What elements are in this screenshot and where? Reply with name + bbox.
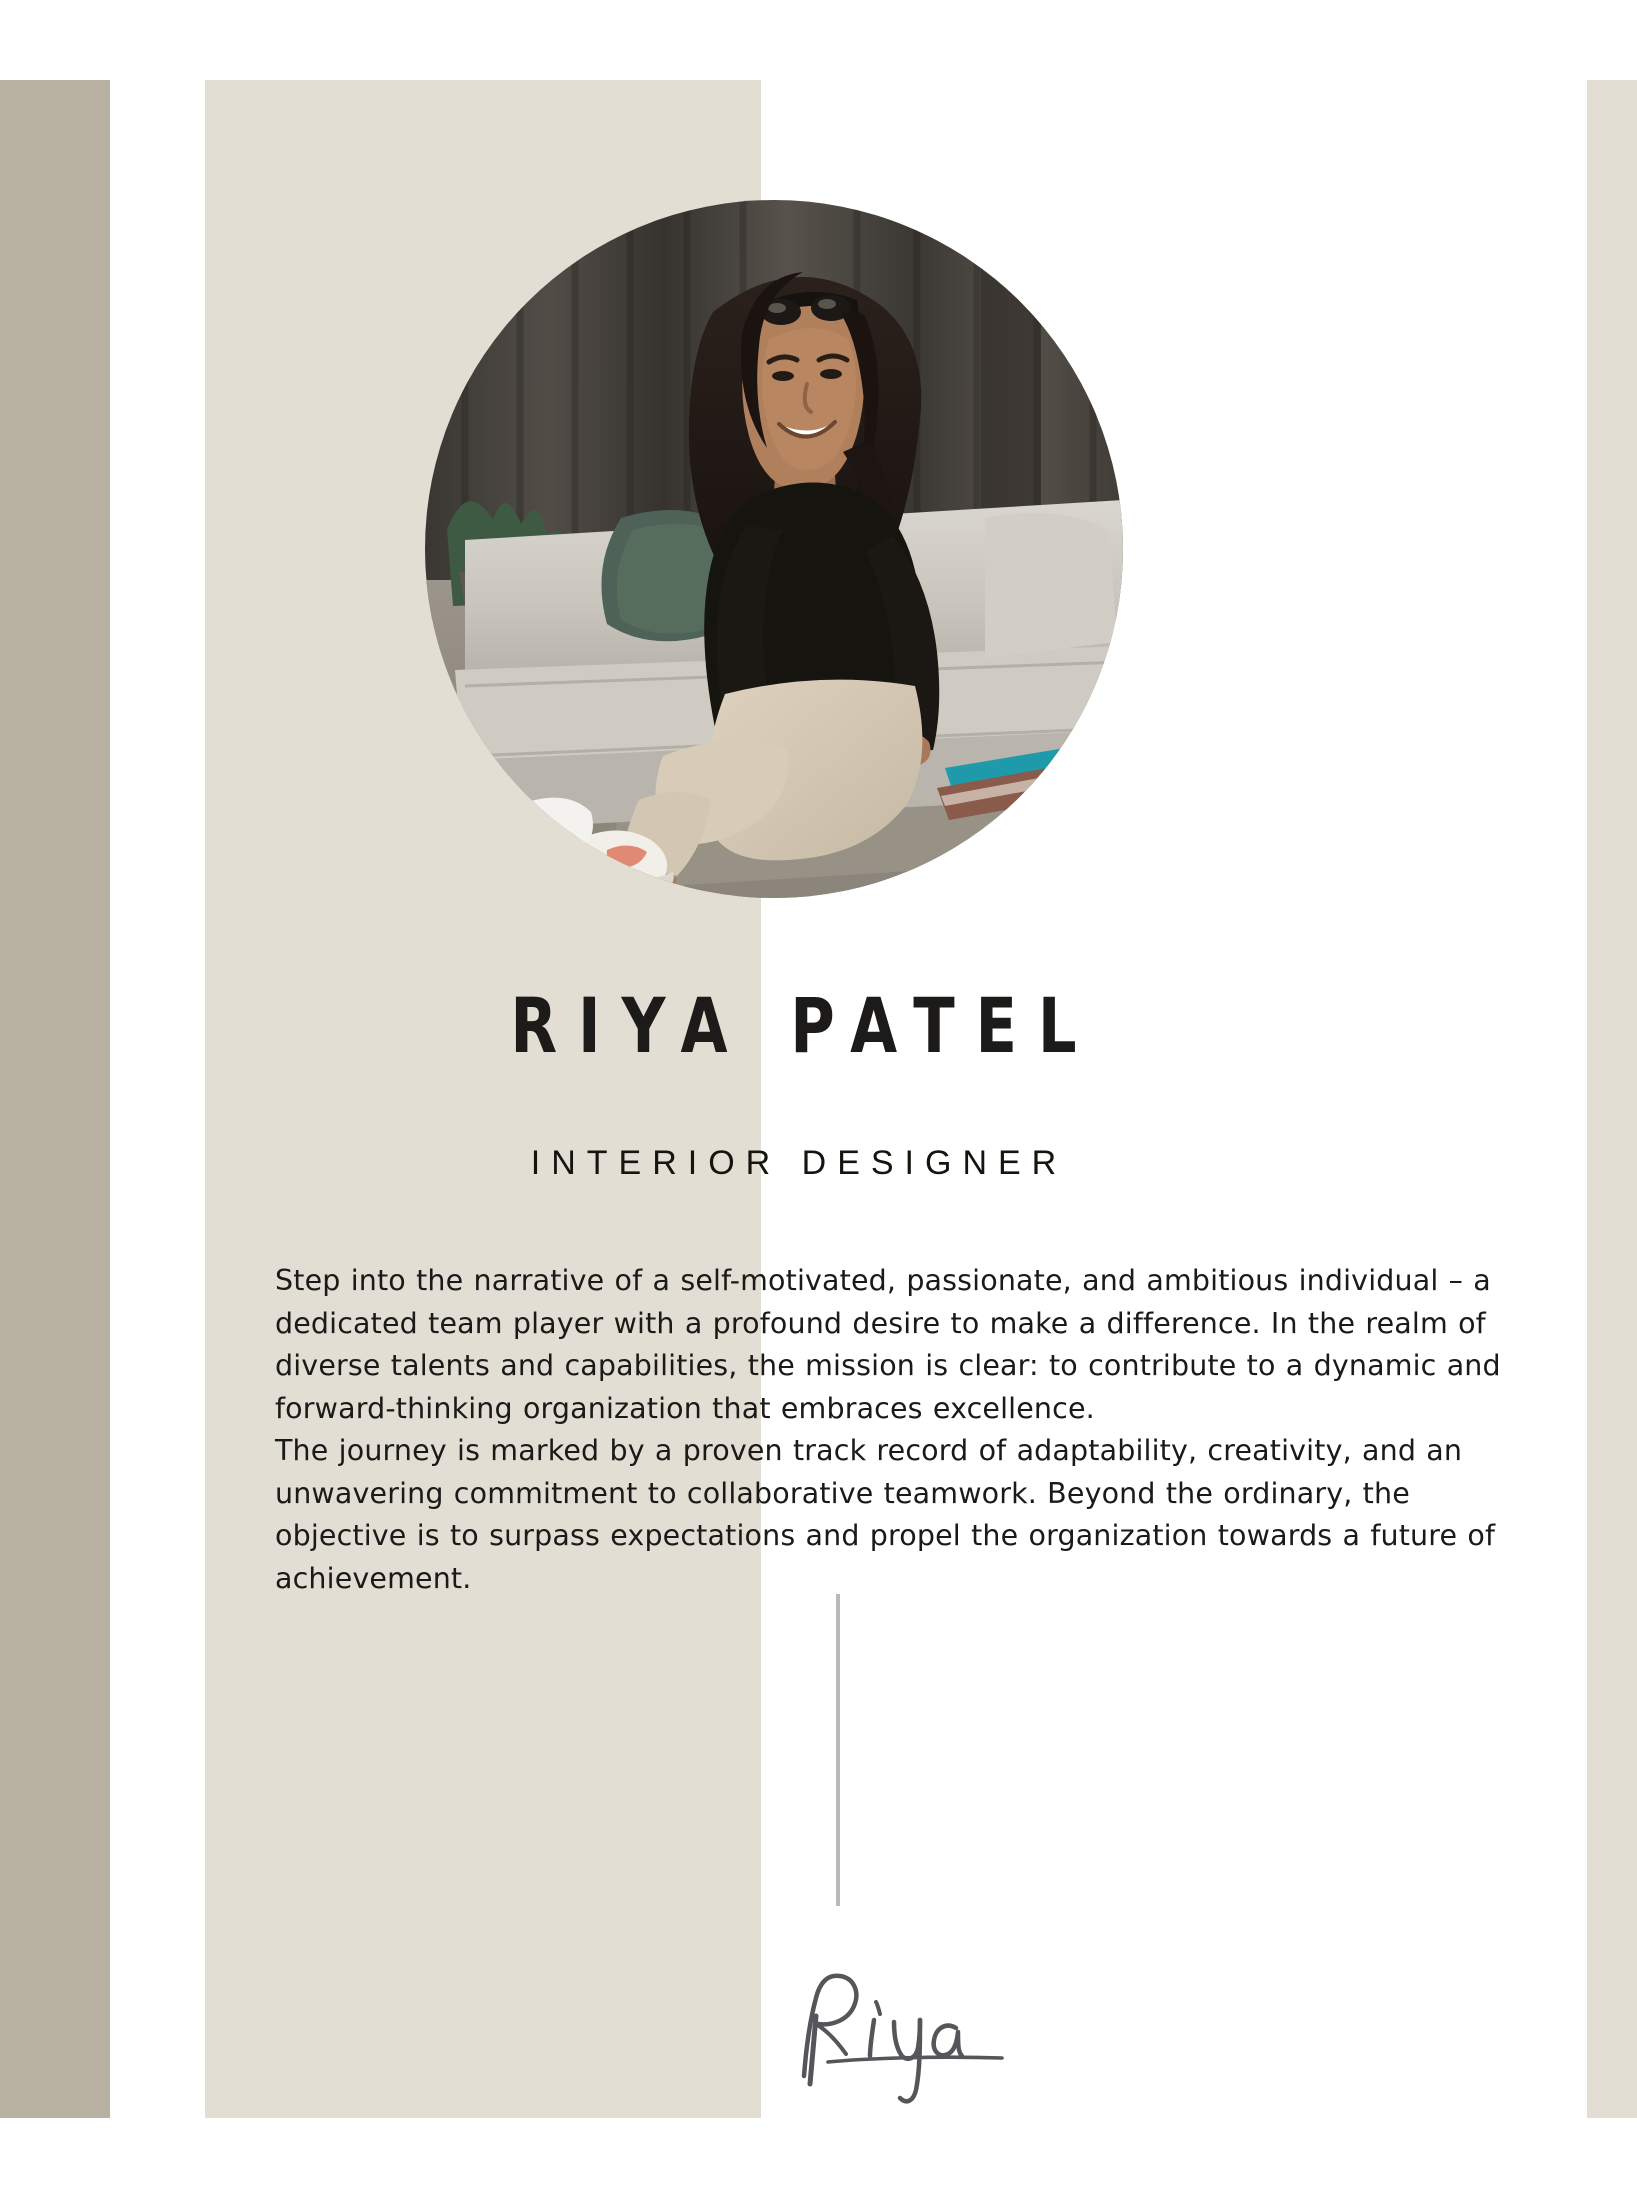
signature — [770, 1958, 1030, 2108]
bio-paragraph-1: Step into the narrative of a self-motivated, passionate, and ambitious individual – a dedicated team player with a profound desire to make a difference. In the realm of diverse talents and capabilities, the mission is clear: to contribute to a dynamic and forward-thinking organization that embraces excellence. — [275, 1264, 1501, 1425]
decorative-band-left-dark — [0, 80, 110, 2118]
page-title: RIYA PATEL — [510, 981, 1098, 1070]
signature-mark — [770, 1958, 1030, 2108]
profile-photo-image — [425, 200, 1123, 898]
decorative-band-right-beige — [1587, 80, 1637, 2118]
vertical-divider-rule — [836, 1594, 840, 1906]
profile-role: INTERIOR DESIGNER — [530, 1144, 1068, 1182]
bio-section — [275, 1260, 1525, 1600]
profile-photo — [425, 200, 1123, 898]
bio-paragraph-2: The journey is marked by a proven track record of adaptability, creativity, and an unwavering commitment to collaborative teamwork. Beyond the ordinary, the objective is to surpass expectations and propel the organization towards a future of achievement. — [275, 1434, 1496, 1595]
